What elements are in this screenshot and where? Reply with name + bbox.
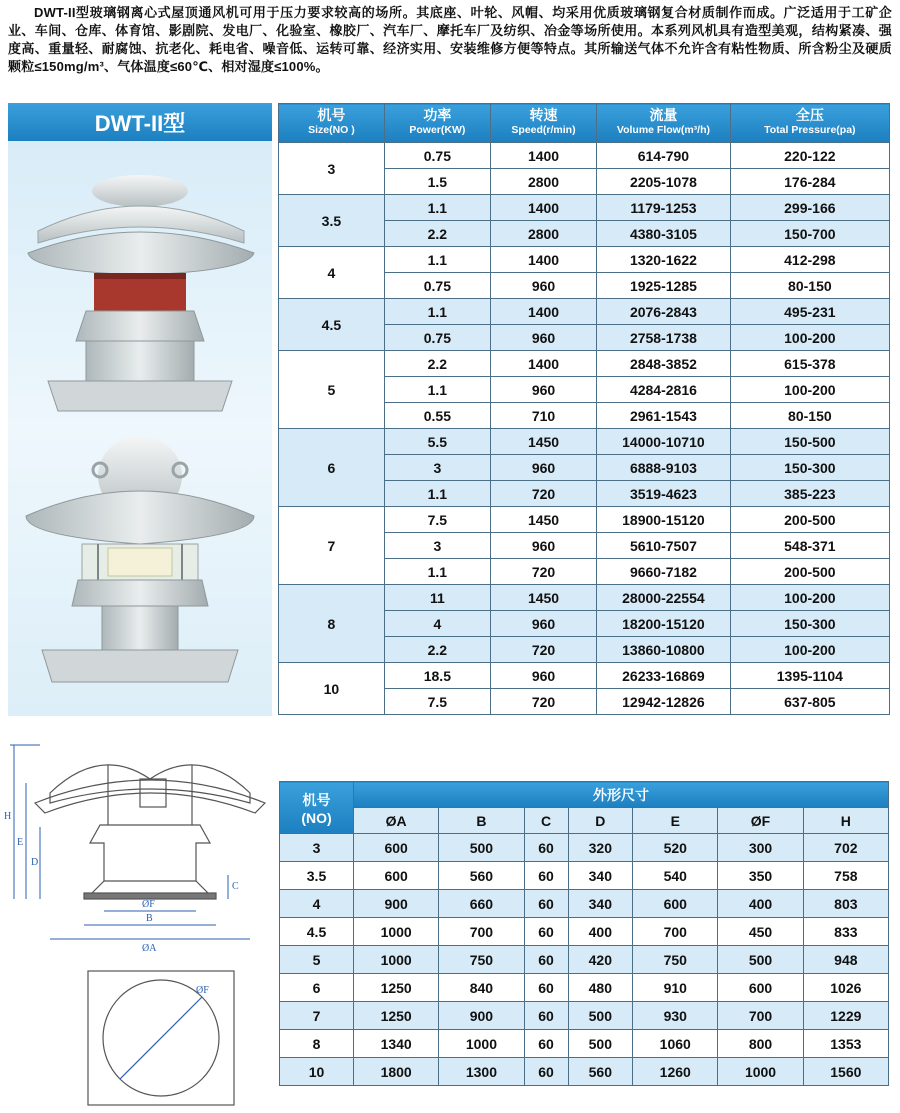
table-cell: 1179-1253 [597, 195, 731, 221]
table-cell: 500 [568, 1030, 633, 1058]
table-cell: 700 [439, 918, 524, 946]
table-row [279, 429, 890, 455]
table-cell: 350 [718, 862, 803, 890]
size-cell: 4 [280, 890, 354, 918]
table-cell: 1400 [490, 299, 596, 325]
table-cell: 1000 [354, 946, 439, 974]
table-cell: 720 [490, 481, 596, 507]
table-cell: 500 [568, 1002, 633, 1030]
table-cell: 520 [633, 834, 718, 862]
table-cell: 26233-16869 [597, 663, 731, 689]
table-cell: 2800 [490, 221, 596, 247]
table-cell: 100-200 [730, 325, 889, 351]
table-cell: 910 [633, 974, 718, 1002]
table-cell: 28000-22554 [597, 585, 731, 611]
table-cell: 1400 [490, 143, 596, 169]
table-cell: 1400 [490, 247, 596, 273]
table-cell: 3519-4623 [597, 481, 731, 507]
table-cell: 960 [490, 533, 596, 559]
table-cell: 540 [633, 862, 718, 890]
table-cell: 1450 [490, 429, 596, 455]
table-cell: 3 [384, 455, 490, 481]
table-cell: 4380-3105 [597, 221, 731, 247]
table-cell: 660 [439, 890, 524, 918]
dim-header-no: 机号 (NO) [280, 782, 354, 834]
table-cell: 600 [718, 974, 803, 1002]
table-cell: 800 [718, 1030, 803, 1058]
table-cell: 1925-1285 [597, 273, 731, 299]
dim-column-header: ØA [354, 808, 439, 834]
table-cell: 5610-7507 [597, 533, 731, 559]
table-row [280, 946, 889, 974]
table-row [280, 974, 889, 1002]
table-cell: 900 [354, 890, 439, 918]
table-row [280, 1058, 889, 1086]
table-cell: 1060 [633, 1030, 718, 1058]
table-cell: 100-200 [730, 637, 889, 663]
table-cell: 80-150 [730, 273, 889, 299]
table-cell: 100-200 [730, 585, 889, 611]
table-cell: 1353 [803, 1030, 888, 1058]
size-cell: 7 [279, 507, 385, 585]
diagram-hood [35, 780, 265, 813]
diagram-plan-view [88, 971, 234, 1105]
size-cell: 3.5 [280, 862, 354, 890]
dim-label-C: C [232, 881, 239, 892]
dim-label-B: B [146, 913, 153, 924]
table-cell: 758 [803, 862, 888, 890]
table-row [280, 834, 889, 862]
dim-label-E: E [17, 837, 24, 848]
fan-photo-bottom [8, 436, 272, 696]
table-row [280, 918, 889, 946]
table-row [279, 247, 890, 273]
table-cell: 5.5 [384, 429, 490, 455]
table-cell: 720 [490, 559, 596, 585]
table-cell: 176-284 [730, 169, 889, 195]
table-cell: 60 [524, 1058, 568, 1086]
table-cell: 60 [524, 974, 568, 1002]
table-cell: 150-500 [730, 429, 889, 455]
intro-paragraph: DWT-II型玻璃钢离心式屋顶通风机可用于压力要求较高的场所。其底座、叶轮、风帽、均采用优质玻璃钢复合材质制作而成。广泛适用于工矿企业、车间、仓库、体育馆、影剧院、发电厂、化验室、橡胶厂、汽车厂、摩托车厂及纺织、冶金等场所使用。本系列风机具有造型美观，结构紧凑、强度高、重量轻、耐腐蚀、抗老化、耗电省、噪音低、运转可靠、经济实用、安装维修方便等特点。其所输送气体不允许含有粘性物质、所含粉尘及硬质颗粒≤150mg/m³、气体温度≤60℃、相对湿度≤100%。 [8, 5, 892, 74]
table-cell: 1.1 [384, 559, 490, 585]
header-size: 机号 Size(NO ) [279, 104, 385, 143]
table-cell: 60 [524, 1002, 568, 1030]
table-cell: 340 [568, 862, 633, 890]
table-cell: 9660-7182 [597, 559, 731, 585]
dim-column-header: B [439, 808, 524, 834]
size-cell: 8 [279, 585, 385, 663]
table-cell: 12942-12826 [597, 689, 731, 715]
table-cell: 840 [439, 974, 524, 1002]
table-cell: 702 [803, 834, 888, 862]
table-cell: 60 [524, 890, 568, 918]
table-cell: 1229 [803, 1002, 888, 1030]
table-cell: 948 [803, 946, 888, 974]
table-cell: 14000-10710 [597, 429, 731, 455]
table-cell: 60 [524, 1030, 568, 1058]
table-cell: 60 [524, 946, 568, 974]
table-cell: 1300 [439, 1058, 524, 1086]
header-total-pressure: 全压 Total Pressure(pa) [730, 104, 889, 143]
table-cell: 0.75 [384, 273, 490, 299]
size-cell: 3.5 [279, 195, 385, 247]
table-header-row [279, 104, 890, 143]
table-cell: 1000 [354, 918, 439, 946]
table-row [279, 299, 890, 325]
dimension-table-body [280, 834, 889, 1086]
table-cell: 1450 [490, 507, 596, 533]
table-cell: 1560 [803, 1058, 888, 1086]
table-cell: 0.75 [384, 143, 490, 169]
header-speed: 转速 Speed(r/min) [490, 104, 596, 143]
dim-column-header: D [568, 808, 633, 834]
table-cell: 420 [568, 946, 633, 974]
table-cell: 4 [384, 611, 490, 637]
table-cell: 6888-9103 [597, 455, 731, 481]
table-cell: 1450 [490, 585, 596, 611]
dim-header-group: 外形尺寸 [354, 782, 889, 808]
table-row [279, 663, 890, 689]
table-row [279, 507, 890, 533]
table-cell: 18.5 [384, 663, 490, 689]
table-cell: 615-378 [730, 351, 889, 377]
table-cell: 1320-1622 [597, 247, 731, 273]
table-cell: 400 [568, 918, 633, 946]
table-cell: 2848-3852 [597, 351, 731, 377]
table-cell: 803 [803, 890, 888, 918]
table-cell: 1.1 [384, 481, 490, 507]
table-cell: 150-700 [730, 221, 889, 247]
table-cell: 60 [524, 862, 568, 890]
table-cell: 2961-1543 [597, 403, 731, 429]
table-cell: 720 [490, 637, 596, 663]
table-cell: 4284-2816 [597, 377, 731, 403]
table-cell: 930 [633, 1002, 718, 1030]
table-cell: 2758-1738 [597, 325, 731, 351]
header-volume-flow: 流量 Volume Flow(m³/h) [597, 104, 731, 143]
table-cell: 18200-15120 [597, 611, 731, 637]
dim-label-H: H [4, 811, 12, 822]
table-cell: 200-500 [730, 507, 889, 533]
dim-label-F-plan: ØF [196, 985, 209, 996]
dimension-table [279, 781, 889, 1086]
table-cell: 1250 [354, 974, 439, 1002]
product-photo-panel [8, 141, 272, 716]
table-cell: 720 [490, 689, 596, 715]
table-cell: 299-166 [730, 195, 889, 221]
table-cell: 450 [718, 918, 803, 946]
size-cell: 6 [280, 974, 354, 1002]
model-title: DWT-II型 [8, 103, 272, 141]
table-cell: 700 [718, 1002, 803, 1030]
table-cell: 1800 [354, 1058, 439, 1086]
table-cell: 2205-1078 [597, 169, 731, 195]
table-cell: 220-122 [730, 143, 889, 169]
table-cell: 1340 [354, 1030, 439, 1058]
table-row [279, 585, 890, 611]
table-cell: 700 [633, 918, 718, 946]
table-cell: 900 [439, 1002, 524, 1030]
dim-subheader-row [280, 808, 889, 834]
table-cell: 400 [718, 890, 803, 918]
dim-label-F: ØF [142, 899, 155, 910]
size-cell: 10 [279, 663, 385, 715]
table-cell: 1400 [490, 195, 596, 221]
table-row [279, 143, 890, 169]
table-cell: 960 [490, 377, 596, 403]
size-cell: 3 [280, 834, 354, 862]
dim-column-header: E [633, 808, 718, 834]
size-cell: 4.5 [279, 299, 385, 351]
table-cell: 1000 [718, 1058, 803, 1086]
table-row [280, 890, 889, 918]
size-cell: 5 [279, 351, 385, 429]
table-cell: 600 [633, 890, 718, 918]
table-row [279, 351, 890, 377]
diagram-body [90, 825, 210, 881]
size-cell: 7 [280, 1002, 354, 1030]
table-cell: 2.2 [384, 637, 490, 663]
table-cell: 2800 [490, 169, 596, 195]
table-cell: 1395-1104 [730, 663, 889, 689]
table-cell: 300 [718, 834, 803, 862]
table-cell: 80-150 [730, 403, 889, 429]
table-cell: 11 [384, 585, 490, 611]
size-cell: 6 [279, 429, 385, 507]
table-cell: 320 [568, 834, 633, 862]
table-cell: 833 [803, 918, 888, 946]
size-cell: 8 [280, 1030, 354, 1058]
table-cell: 500 [439, 834, 524, 862]
table-cell: 2.2 [384, 351, 490, 377]
dim-header-row [280, 782, 889, 808]
table-cell: 1.1 [384, 377, 490, 403]
table-cell: 340 [568, 890, 633, 918]
dim-column-header: C [524, 808, 568, 834]
table-row [279, 195, 890, 221]
diagram-cap [50, 765, 250, 803]
table-cell: 560 [568, 1058, 633, 1086]
table-cell: 637-805 [730, 689, 889, 715]
table-cell: 60 [524, 834, 568, 862]
table-cell: 1.1 [384, 195, 490, 221]
performance-table [278, 103, 890, 715]
table-row [280, 862, 889, 890]
table-cell: 600 [354, 862, 439, 890]
size-cell: 3 [279, 143, 385, 195]
header-power: 功率 Power(KW) [384, 104, 490, 143]
table-cell: 480 [568, 974, 633, 1002]
fan-photo-top [8, 171, 272, 431]
table-cell: 7.5 [384, 689, 490, 715]
table-cell: 960 [490, 455, 596, 481]
table-cell: 385-223 [730, 481, 889, 507]
table-cell: 600 [354, 834, 439, 862]
table-cell: 0.55 [384, 403, 490, 429]
table-row [280, 1002, 889, 1030]
size-cell: 4 [279, 247, 385, 299]
table-cell: 960 [490, 611, 596, 637]
table-cell: 500 [718, 946, 803, 974]
table-cell: 560 [439, 862, 524, 890]
dim-column-header: H [803, 808, 888, 834]
table-cell: 750 [439, 946, 524, 974]
dimension-diagram [0, 735, 272, 1113]
dim-column-header: ØF [718, 808, 803, 834]
performance-table-body [279, 143, 890, 715]
size-cell: 4.5 [280, 918, 354, 946]
table-cell: 960 [490, 273, 596, 299]
table-cell: 100-200 [730, 377, 889, 403]
table-cell: 150-300 [730, 455, 889, 481]
table-cell: 0.75 [384, 325, 490, 351]
table-cell: 200-500 [730, 559, 889, 585]
table-cell: 150-300 [730, 611, 889, 637]
table-cell: 7.5 [384, 507, 490, 533]
table-cell: 2076-2843 [597, 299, 731, 325]
table-cell: 2.2 [384, 221, 490, 247]
table-cell: 710 [490, 403, 596, 429]
table-cell: 960 [490, 325, 596, 351]
dim-label-D: D [31, 857, 39, 868]
table-cell: 18900-15120 [597, 507, 731, 533]
dim-label-A: ØA [142, 943, 157, 954]
table-cell: 960 [490, 663, 596, 689]
table-cell: 1250 [354, 1002, 439, 1030]
table-cell: 1.1 [384, 247, 490, 273]
table-cell: 1.5 [384, 169, 490, 195]
table-cell: 3 [384, 533, 490, 559]
size-cell: 10 [280, 1058, 354, 1086]
table-cell: 60 [524, 918, 568, 946]
table-cell: 548-371 [730, 533, 889, 559]
table-cell: 1.1 [384, 299, 490, 325]
table-cell: 750 [633, 946, 718, 974]
table-cell: 1260 [633, 1058, 718, 1086]
table-cell: 1000 [439, 1030, 524, 1058]
table-row [280, 1030, 889, 1058]
table-cell: 1026 [803, 974, 888, 1002]
table-cell: 13860-10800 [597, 637, 731, 663]
table-cell: 412-298 [730, 247, 889, 273]
table-cell: 1400 [490, 351, 596, 377]
table-cell: 614-790 [597, 143, 731, 169]
size-cell: 5 [280, 946, 354, 974]
intro-text [8, 4, 892, 76]
table-cell: 495-231 [730, 299, 889, 325]
